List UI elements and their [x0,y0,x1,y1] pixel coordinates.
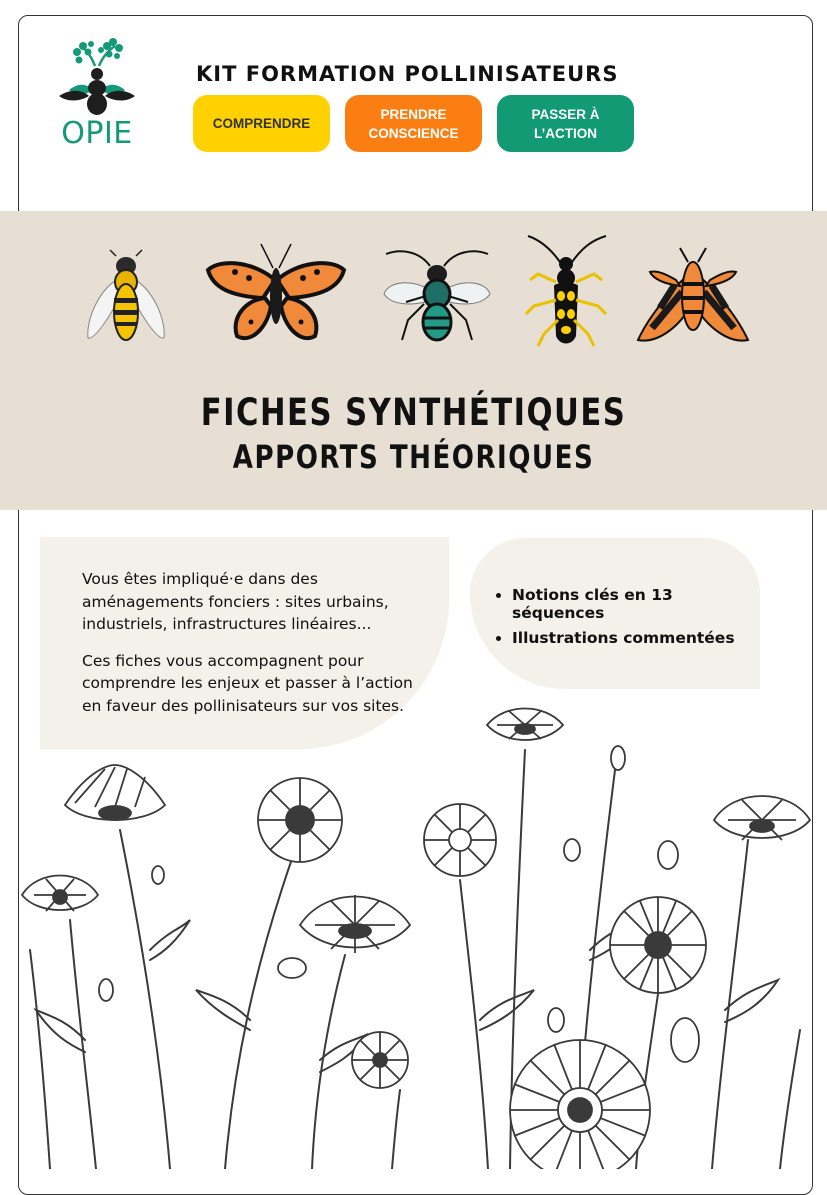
passer-a-l-action-button[interactable]: PASSER À L’ACTION [497,95,634,152]
comprendre-button[interactable]: COMPRENDRE [193,95,330,152]
bee-icon [380,244,494,354]
opie-logo [55,38,139,153]
hoverfly-icon [80,248,172,346]
butterfly-icon [205,240,347,346]
highlight-item: • Notions clés en 13 séquences [512,586,750,622]
highlights-list [492,586,750,647]
moth-icon [636,244,750,346]
prendre-conscience-button[interactable]: PRENDRE CONSCIENCE [345,95,482,152]
intro-paragraph-1: Vous êtes impliqué·e dans des aménagements fonciers : sites urbains, industriels, infrastructures linéaires... [82,570,389,633]
band-title-line1: FICHES SYNTHÉTIQUES [200,391,627,435]
wildflowers-illustration [0,690,827,1169]
highlights-card [470,538,760,689]
intro-paragraph-2: Ces fiches vous accompagnent pour comprendre les enjeux et passer à l’action en faveur des pollinisateurs sur vos sites. [82,651,413,715]
logo-wordmark: OPIE [61,116,133,151]
longhorn-beetle-icon [520,234,612,352]
kit-title: KIT FORMATION POLLINISATEURS [196,62,619,86]
logo-emblem-icon [55,38,139,118]
band-title-line2: APPORTS THÉORIQUES [232,438,595,476]
highlight-item: • Illustrations commentées [512,629,750,647]
